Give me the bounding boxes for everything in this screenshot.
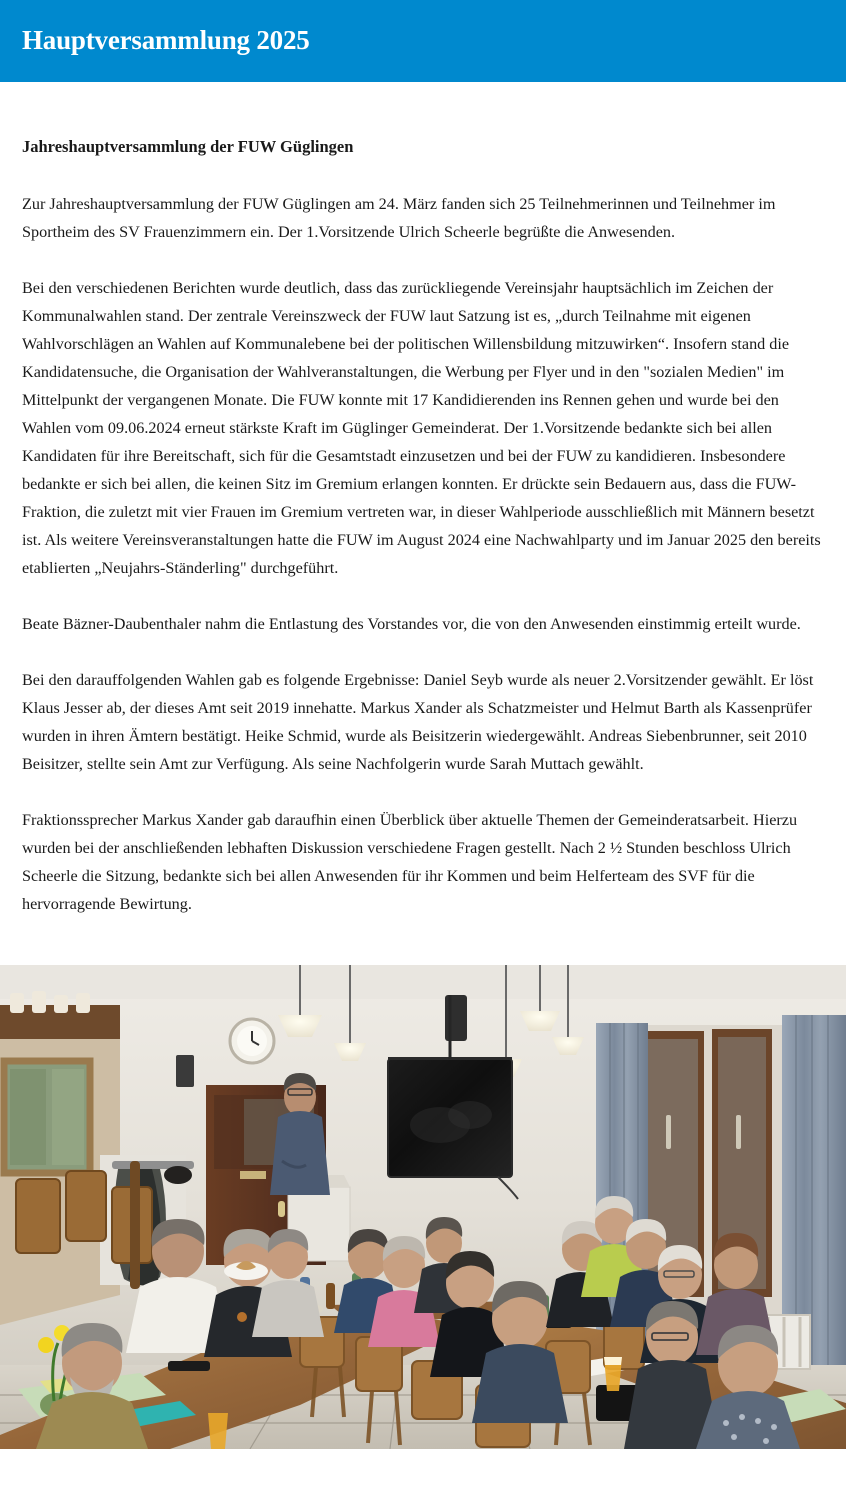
article-photo [0,965,846,1449]
article-paragraph: Bei den darauffolgenden Wahlen gab es folgende Ergebnisse: Daniel Seyb wurde als neuer 2.Vorsitzender gewählt. Er löst Klaus Jesser ab, der dieses Amt seit 2019 innehatte. Markus Xander als Schatzmeister und Helmut Barth als Kassenprüfer wurden in ihren Ämtern bestätigt. Heike Schmid, wurde als Beisitzerin wiedergewählt. Andreas Siebenbrunner, seit 2010 Beisitzer, stellte sein Amt zur Verfügung. Als seine Nachfolgerin wurde Sarah Muttach gewählt. [22,671,814,773]
article-subtitle: Jahreshauptversammlung der FUW Güglingen [22,137,354,156]
article-paragraph: Zur Jahreshauptversammlung der FUW Güglingen am 24. März fanden sich 25 Teilnehmerinnen und Teilnehmer im Sportheim des SV Frauenzimmern ein. Der 1.Vorsitzende Ulrich Scheerle begrüßte die Anwesenden. [22,195,776,241]
article-body [0,82,846,918]
article-paragraph: Beate Bäzner-Daubenthaler nahm die Entlastung des Vorstandes vor, die von den Anwesenden einstimmig erteilt wurde. [22,615,801,633]
page-title: Hauptversammlung 2025 [22,25,310,56]
meeting-room-photo [0,965,846,1449]
article-paragraph: Bei den verschiedenen Berichten wurde deutlich, dass das zurückliegende Vereinsjahr hauptsächlich im Zeichen der Kommunalwahlen stand. Der zentrale Vereinszweck der FUW laut Satzung ist es, „durch Teilnahme mit eigenen Wahlvorschlägen an Wahlen auf Kommunalebene bei der politischen Willensbildung mitzuwirken“. Insofern stand die Kandidatensuche, die Organisation der Wahlveranstaltungen, die Werbung per Flyer und in den "sozialen Medien" im Mittelpunkt der vergangenen Monate. Die FUW konnte mit 17 Kandidierenden ins Rennen gehen und wurde bei den Wahlen vom 09.06.2024 erneut stärkste Kraft im Güglinger Gemeinderat. Der 1.Vorsitzende bedankte sich bei allen Kandidaten für ihre Bereitschaft, sich für die Gesamtstadt einzusetzen und bei der FUW zu kandidieren. Insbesondere bedankte er sich bei allen, die keinen Sitz im Gremium erlangen konnten. Er drückte sein Bedauern aus, dass die FUW-Fraktion, die zuletzt mit vier Frauen im Gremium vertreten war, in dieser Wahlperiode ausschließlich mit Männern besetzt ist. Als weitere Vereinsveranstaltungen hatte die FUW im August 2024 eine Nachwahlparty und im Januar 2025 den bereits etablierten „Neujahrs-Ständerling" durchgeführt. [22,279,821,577]
page-header-banner [0,0,846,82]
article-paragraph: Fraktionssprecher Markus Xander gab daraufhin einen Überblick über aktuelle Themen der Gemeinderatsarbeit. Hierzu wurden bei der anschließenden lebhaften Diskussion verschiedene Fragen gestellt. Nach 2 ½ Stunden beschloss Ulrich Scheerle die Sitzung, bedankte sich bei allen Anwesenden für ihr Kommen und beim Helferteam des SVF für die hervorragende Bewirtung. [22,811,798,913]
